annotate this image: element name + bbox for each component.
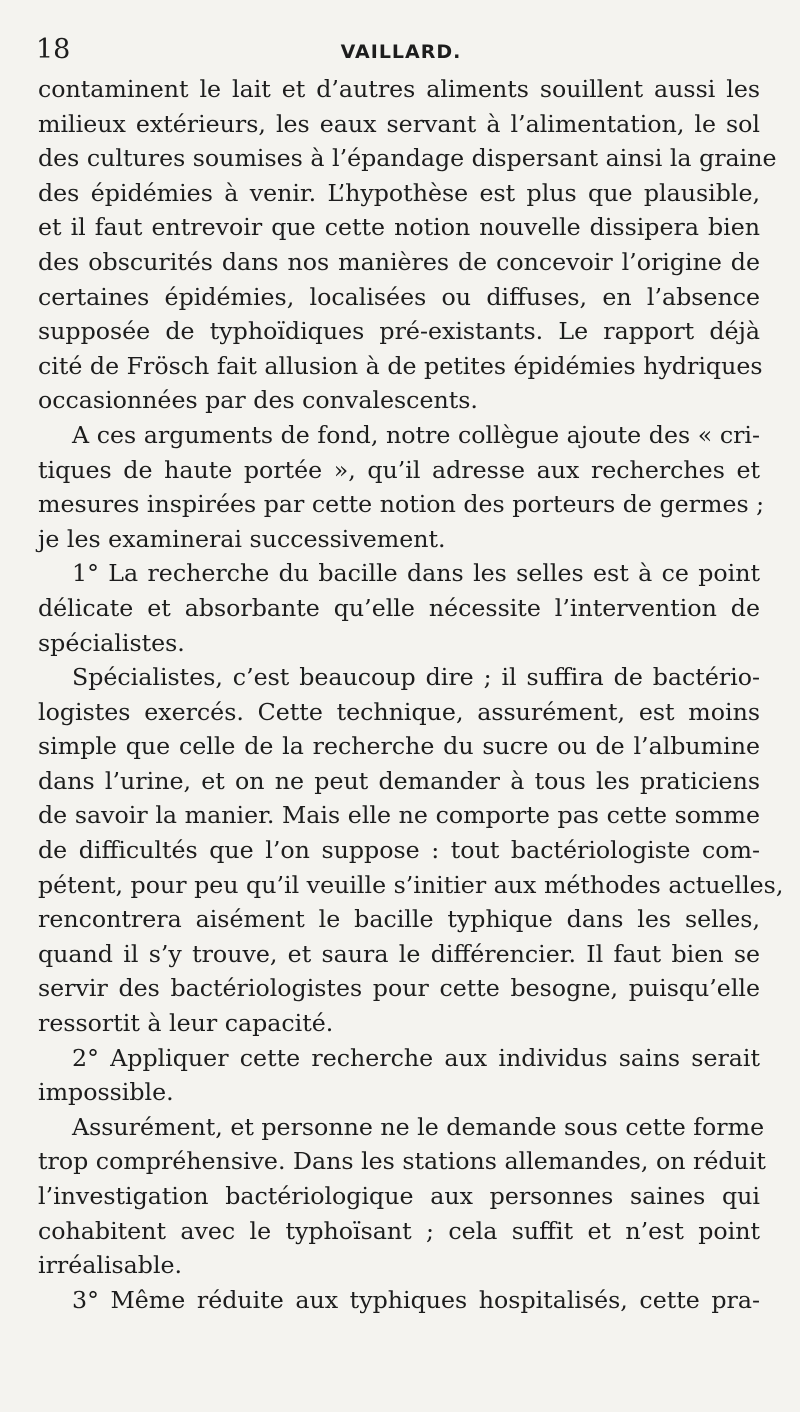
text-line: quand il s’y trouve, et saura le différencier. Il faut bien se [38,939,760,968]
text-line: rencontrera aisément le bacille typhique dans les selles, [38,905,760,934]
text-line: Spécialistes, c’est beaucoup dire ; il suffira de bactério- [72,663,760,692]
text-line: Assurément, et personne ne le demande sous cette forme [72,1112,765,1141]
text-line: mesures inspirées par cette notion des porteurs de germes ; [38,490,765,519]
text-line: 2° Appliquer cette recherche aux individus sains serait [72,1043,760,1072]
text-line: je les examinerai successivement. [38,524,446,553]
page-header [36,30,766,70]
text-line: certaines épidémies, localisées ou diffuses, en l’absence [38,282,760,311]
text-line: spécialistes. [38,628,185,657]
text-line: simple que celle de la recherche du sucre ou de l’albumine [38,732,760,761]
text-line: des épidémies à venir. L’hypothèse est plus que plausible, [38,178,760,207]
text-line: cité de Frösch fait allusion à de petites épidémies hydriques [38,351,763,380]
text-line: délicate et absorbante qu’elle nécessite l’intervention de [38,593,760,622]
text-line: et il faut entrevoir que cette notion nouvelle dissipera bien [38,213,760,242]
text-line: pétent, pour peu qu’il veuille s’initier aux méthodes actuelles, [38,870,784,899]
text-line: dans l’urine, et on ne peut demander à tous les praticiens [38,766,760,795]
text-line: l’investigation bactériologique aux personnes saines qui [38,1182,760,1210]
page-number: 18 [36,34,71,65]
text-line: contaminent le lait et d’autres aliments souillent aussi les [38,75,760,103]
text-line: 1° La recherche du bacille dans les selles est à ce point [72,559,760,588]
text-line: irréalisable. [38,1251,183,1280]
text-line: de difficultés que l’on suppose : tout bactériologiste com- [38,836,760,865]
text-line: logistes exercés. Cette technique, assurément, est moins [38,697,760,726]
text-line: servir des bactériologistes pour cette besogne, puisqu’elle [38,974,760,1003]
text-line: de savoir la manier. Mais elle ne comporte pas cette somme [38,801,760,830]
text-line: milieux extérieurs, les eaux servant à l’alimentation, le sol [38,109,760,138]
running-head: VAILLARD. [340,41,462,63]
text-line: cohabitent avec le typhoïsant ; cela suffit et n’est point [38,1216,760,1245]
text-line: A ces arguments de fond, notre collègue ajoute des « cri- [72,420,760,449]
text-line: occasionnées par des convalescents. [38,386,478,415]
text-line: tiques de haute portée », qu’il adresse aux recherches et [38,455,760,484]
text-line: ressortit à leur capacité. [38,1009,334,1038]
text-line: impossible. [38,1078,174,1107]
text-line: 3° Même réduite aux typhiques hospitalisés, cette pra- [72,1285,760,1314]
body-text [38,72,784,1317]
text-line: supposée de typhoïdiques pré-existants. Le rapport déjà [38,317,760,346]
text-line: des obscurités dans nos manières de concevoir l’origine de [38,247,760,276]
text-line: trop compréhensive. Dans les stations allemandes, on réduit [38,1147,766,1176]
text-line: des cultures soumises à l’épandage dispersant ainsi la graine [38,144,777,173]
